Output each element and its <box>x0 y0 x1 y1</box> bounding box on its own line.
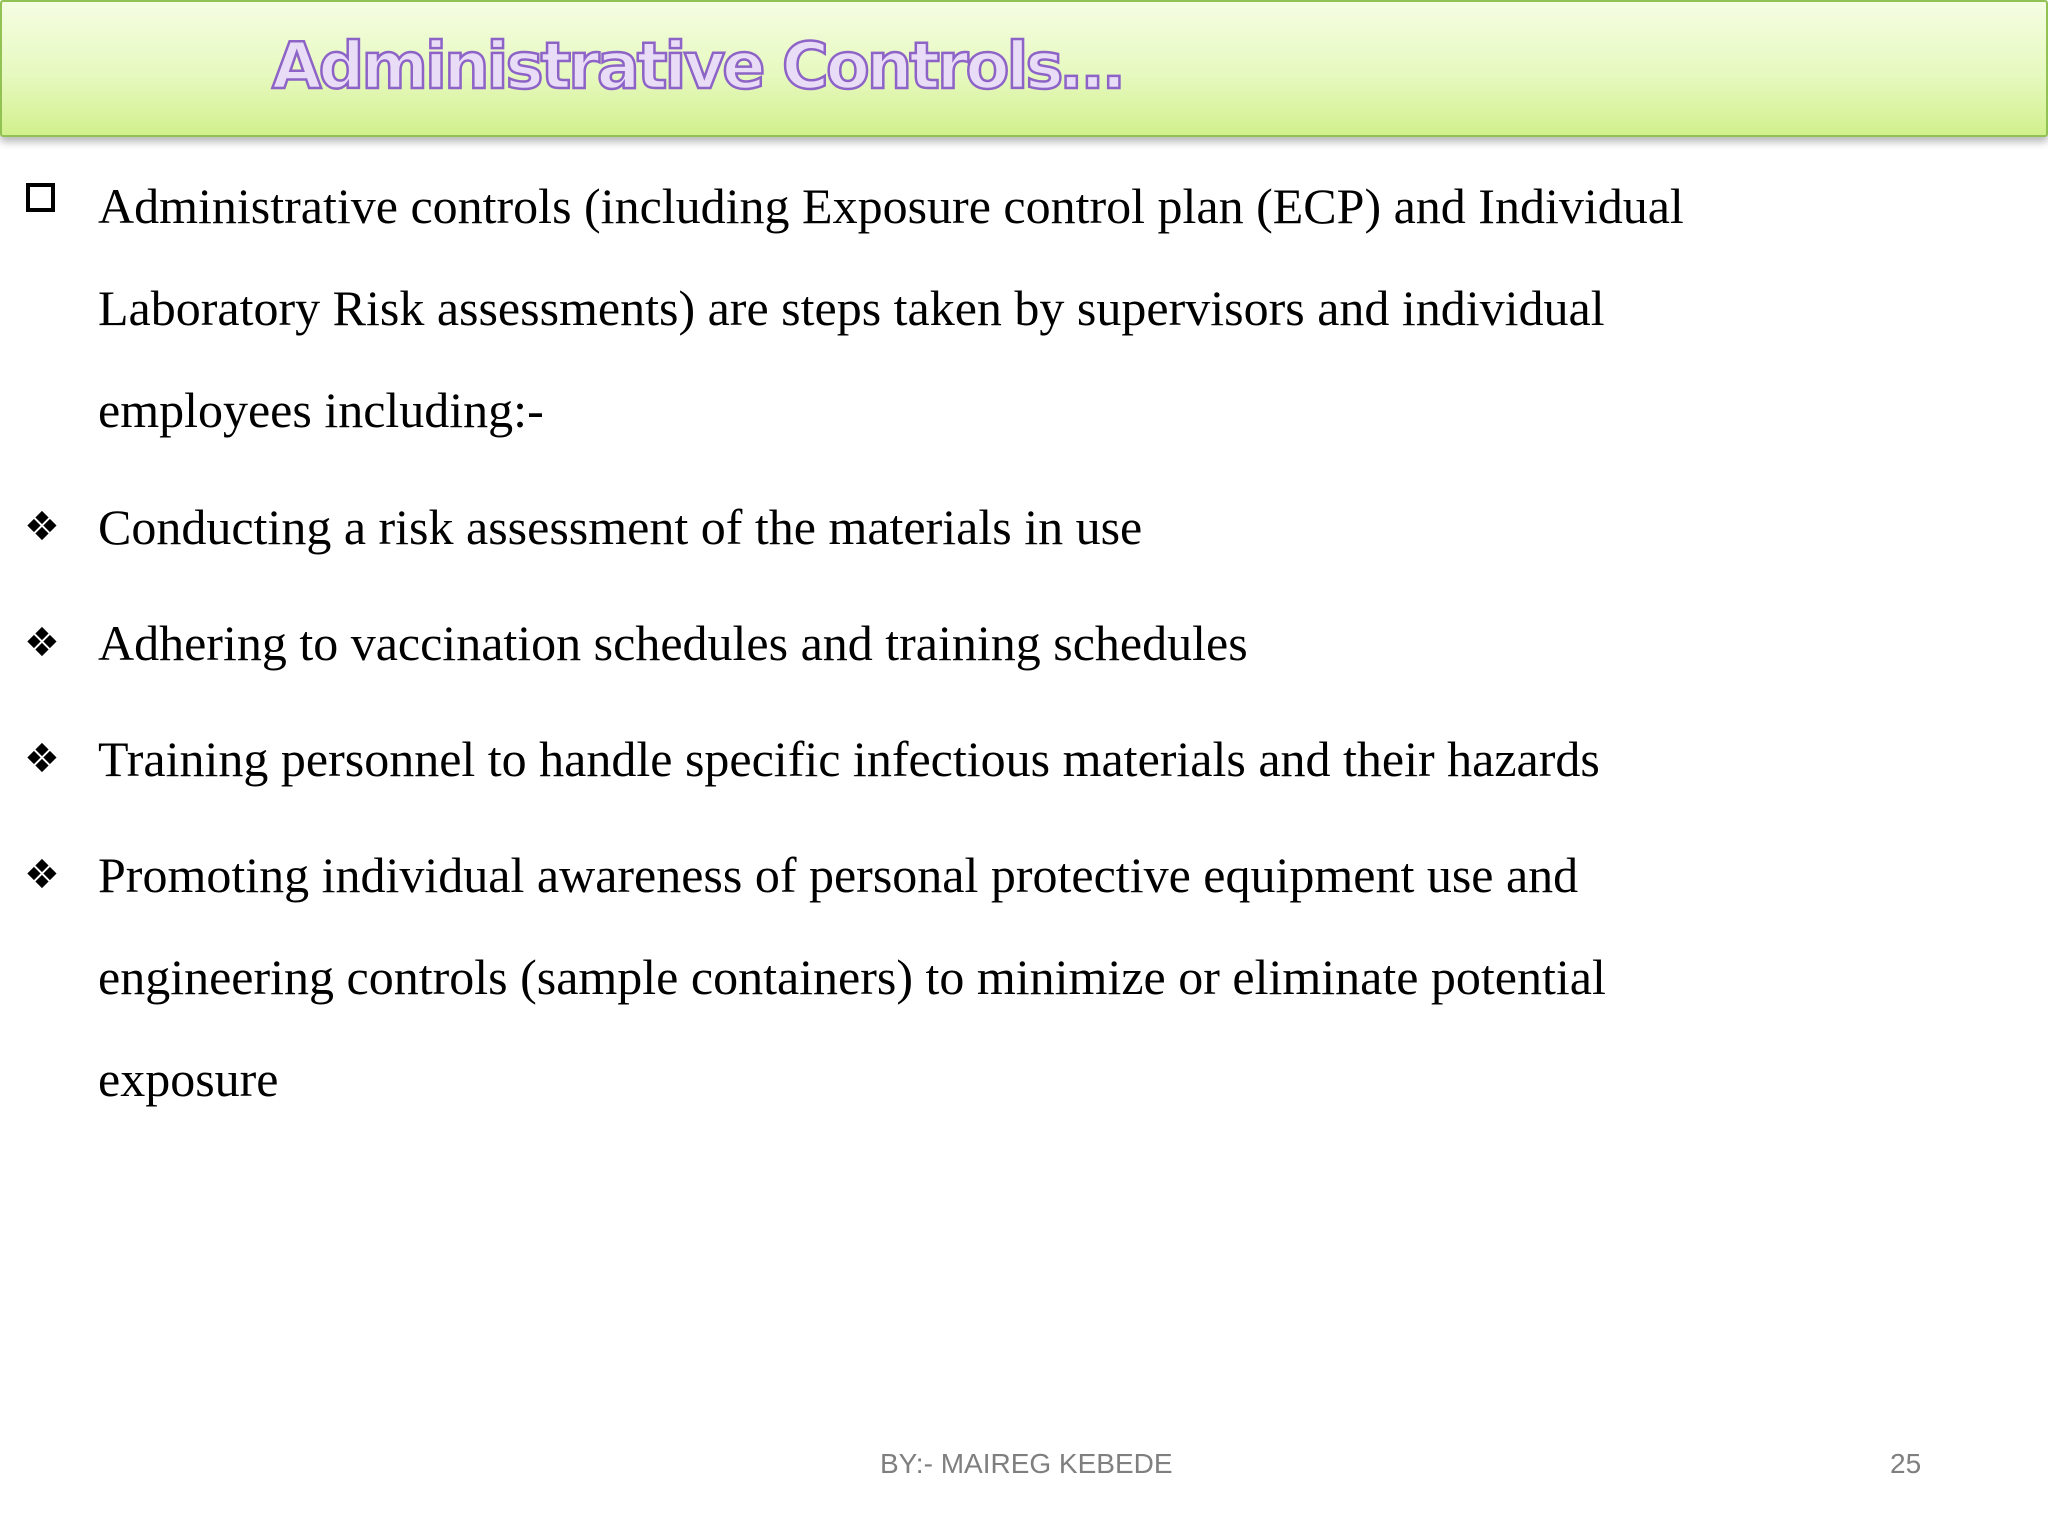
bullet-item <box>98 592 1998 694</box>
checkbox-icon <box>26 183 55 212</box>
intro-paragraph <box>98 155 1998 461</box>
footer-author: BY:- MAIREG KEBEDE <box>880 1448 1173 1479</box>
bullet-item <box>98 708 1998 810</box>
bullet-line: exposure <box>98 1051 279 1107</box>
diamond-bullet-icon: ❖ <box>24 852 60 898</box>
intro-line: Laboratory Risk assessments) are steps taken by supervisors and individual <box>98 280 1605 336</box>
diamond-bullet-icon: ❖ <box>24 620 60 666</box>
bullet-line: Conducting a risk assessment of the materials in use <box>98 499 1143 555</box>
bullet-item <box>98 824 1998 1130</box>
bullet-line: Promoting individual awareness of personal protective equipment use and <box>98 847 1579 903</box>
diamond-bullet-icon: ❖ <box>24 736 60 782</box>
bullet-line: Adhering to vaccination schedules and training schedules <box>98 615 1248 671</box>
page-number: 25 <box>1890 1448 1922 1479</box>
intro-line: Administrative controls (including Exposure control plan (ECP) and Individual <box>98 178 1684 234</box>
bullet-line: Training personnel to handle specific infectious materials and their hazards <box>98 731 1600 787</box>
intro-line: employees including:- <box>98 382 544 438</box>
diamond-bullet-icon: ❖ <box>24 504 60 550</box>
bullet-line: engineering controls (sample containers) to minimize or eliminate potential <box>98 949 1606 1005</box>
slide-title: Administrative Controls… <box>272 30 1122 104</box>
bullet-item <box>98 476 1998 578</box>
